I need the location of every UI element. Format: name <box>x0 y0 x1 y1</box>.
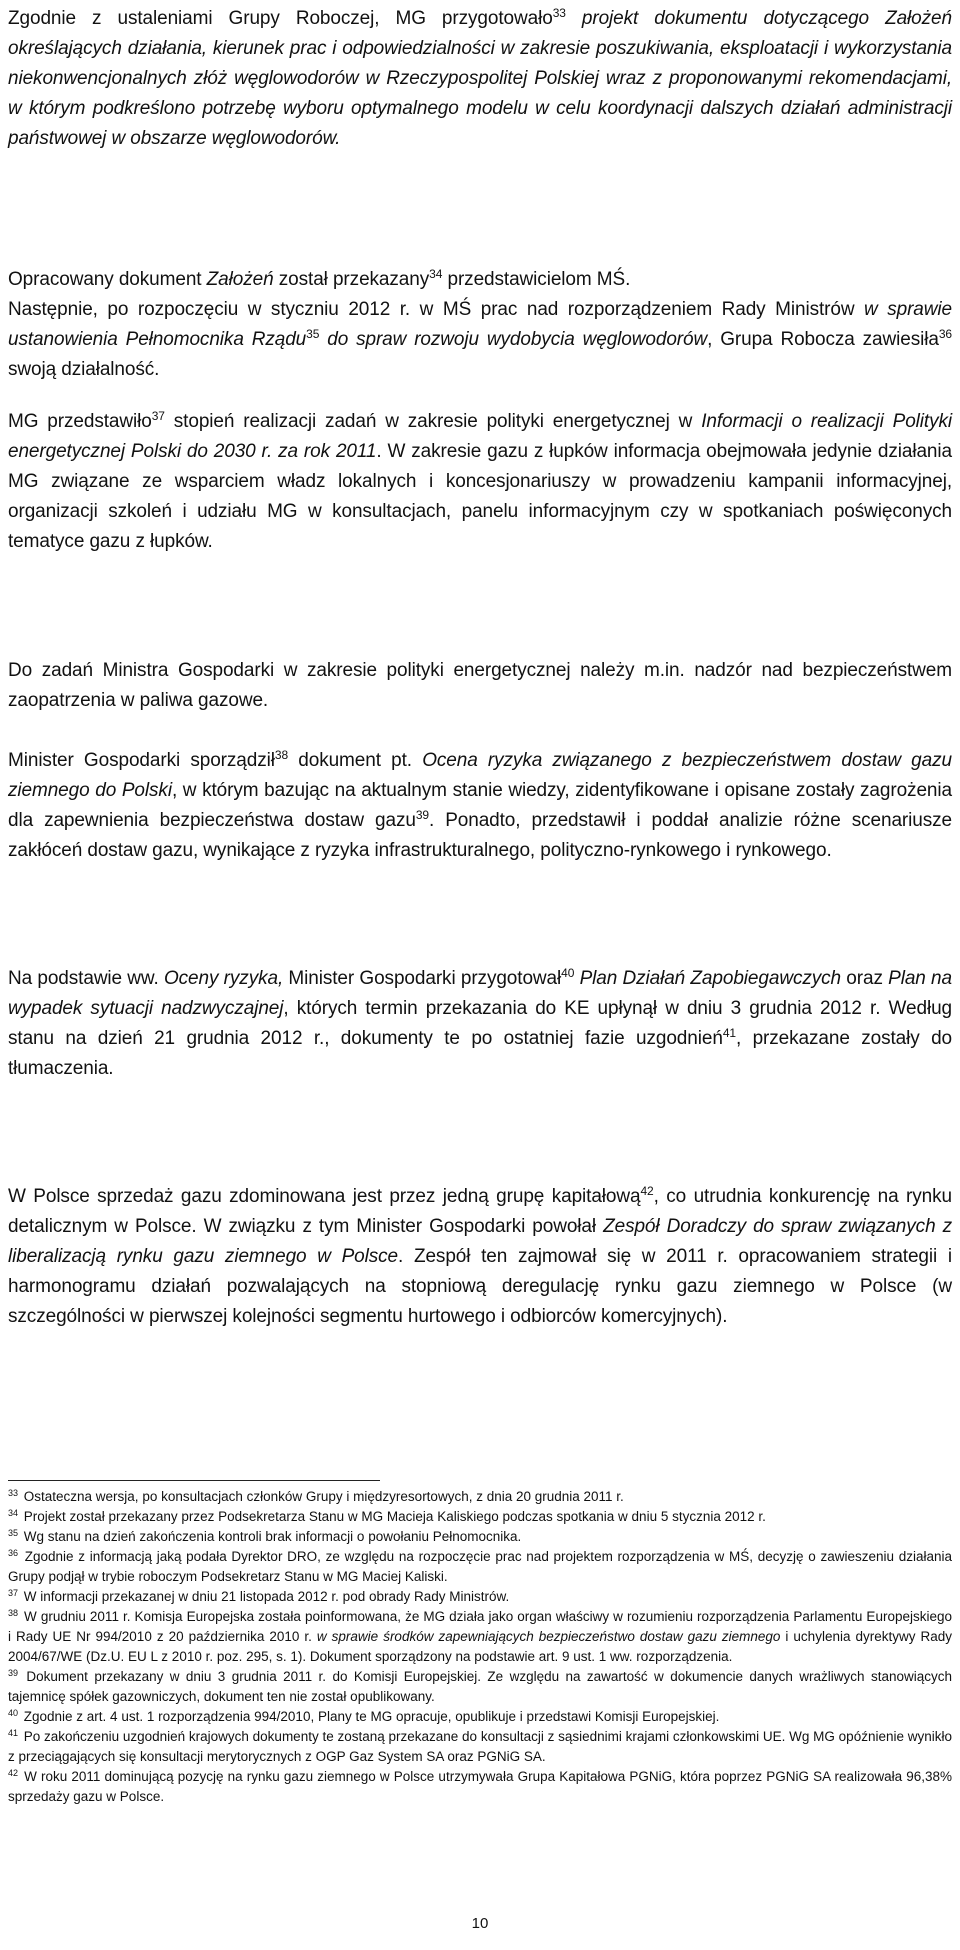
paragraph-1-text-b: projekt dokumentu dotyczącego Założeń określających działania, kierunek prac i odpowiedzialności w zakresie poszukiwania, eksploatacji i wykorzystania niekonwencjonalnych złóż węglowodorów w Rzeczypospolitej Polskiej wraz z proponowanymi rekomendacjami, w którym podkreślono potrzebę wyboru optymalnego modelu w celu koordynacji dalszych działań administracji państwowej w obszarze węglowodorów. <box>8 8 952 149</box>
footnote-ref-40: 40 <box>561 966 575 980</box>
footnote-number: 39 <box>8 1668 19 1678</box>
paragraph-8-text-b: , co utrudnia konkurencję na rynku detalicznym w Polsce. W związku z tym Minister Gospodarki powołał <box>8 1186 953 1237</box>
paragraph-7-text-c: Minister Gospodarki przygotował <box>283 968 562 989</box>
footnote-42 <box>8 1767 952 1807</box>
footnote-37 <box>8 1587 952 1607</box>
footnote-ref-33: 33 <box>552 6 566 20</box>
footnote-number: 34 <box>8 1508 19 1518</box>
footnote-text: Ostateczna wersja, po konsultacjach członków Grupy i międzyresortowych, z dnia 20 grudnia 2011 r. <box>20 1489 624 1504</box>
paragraph-4-text-b: stopień realizacji zadań w zakresie polityki energetycznej w <box>164 411 702 432</box>
footnote-ref-37: 37 <box>151 409 165 423</box>
paragraph-8 <box>8 1182 952 1332</box>
paragraph-6-text-a: Minister Gospodarki sporządził <box>8 750 275 771</box>
paragraph-5 <box>8 656 952 716</box>
paragraph-3-italic-b: w sprawie ustanowienia Pełnomocnika Rządu <box>8 299 952 350</box>
footnotes <box>8 1487 952 1807</box>
paragraph-6-italic-c: Ocena ryzyka związanego z bezpieczeństwem dostaw gazu ziemnego do Polski <box>8 750 952 801</box>
paragraph-7-text-h: , przekazane zostały do tłumaczenia. <box>8 1028 953 1079</box>
footnote-ref-34: 34 <box>429 267 443 281</box>
paragraph-1-text-a: Zgodnie z ustaleniami Grupy Roboczej, MG przygotowało <box>8 8 553 29</box>
paragraph-6-text-b: dokument pt. <box>288 750 423 771</box>
footnote-number: 38 <box>8 1608 19 1618</box>
page-number: 10 <box>471 1915 489 1932</box>
paragraph-3-text-d: , Grupa Robocza zawiesiła <box>707 329 939 350</box>
footnote-36 <box>8 1547 952 1587</box>
paragraph-6-text-e: . Ponadto, przedstawił i poddał analizie różne scenariusze zakłóceń dostaw gazu, wynikające z ryzyka infrastrukturalnego, polityczno-rynkowego i rynkowego. <box>8 810 952 861</box>
footnote-35 <box>8 1527 952 1547</box>
footnote-number: 42 <box>8 1768 19 1778</box>
paragraph-8-text-a: W Polsce sprzedaż gazu zdominowana jest przez jedną grupę kapitałową <box>8 1186 641 1207</box>
paragraph-2-text-a: Opracowany dokument <box>8 269 207 290</box>
paragraph-4-text-d: . W zakresie gazu z łupków informacja obejmowała jedynie działania MG związane ze wsparciem władz lokalnych i koncesjonariuszy w prowadzeniu kampanii informacyjnej, organizacji szkoleń i udziału MG w konsultacjach, panelu informacyjnym czy w spotkaniach poświęconych tematyce gazu z łupków. <box>8 441 952 552</box>
footnote-number: 36 <box>8 1548 19 1558</box>
footnote-41 <box>8 1727 952 1767</box>
footnote-ref-39: 39 <box>415 808 429 822</box>
paragraph-2-text-d: przedstawicielom MŚ. <box>442 269 631 290</box>
footnote-number: 35 <box>8 1528 19 1538</box>
footnote-text: Zgodnie z informacją jaką podała Dyrektor DRO, ze względu na rozpoczęcie prac nad projektem rozporządzenia w MŚ, decyzję o zawieszeniu działania Grupy podjął w trybie roboczym Podsekretarz Stanu w MG Maciej Kaliski. <box>8 1549 952 1584</box>
footnote-number: 37 <box>8 1588 19 1598</box>
footnote-ref-38: 38 <box>274 748 289 762</box>
paragraph-7 <box>8 964 952 1084</box>
footnote-38 <box>8 1607 952 1667</box>
footnote-text: W grudniu 2011 r. Komisja Europejska została poinformowana, że MG działa jako organ właściwy w rozumieniu rozporządzenia Parlamentu Europejskiego i Rady UE Nr 994/2010 z 20 października 2010 r. <box>8 1609 952 1644</box>
paragraph-7-italic-f: Plan na wypadek sytuacji nadzwyczajnej <box>8 968 952 1019</box>
paragraph-4-text-a: MG przedstawiło <box>8 411 152 432</box>
paragraph-8-italic-c: Zespół Doradczy do spraw związanych z liberalizacją rynku gazu ziemnego w Polsce <box>8 1216 953 1267</box>
footnote-italic: w sprawie środków zapewniających bezpieczeństwo dostaw gazu ziemnego <box>316 1629 781 1644</box>
footnote-number: 40 <box>8 1708 19 1718</box>
footnote-39 <box>8 1667 952 1707</box>
footnote-33 <box>8 1487 952 1507</box>
footnote-ref-35: 35 <box>306 327 320 341</box>
paragraph-2 <box>8 265 952 385</box>
paragraph-7-italic-d: Plan Działań Zapobiegawczych <box>574 968 842 989</box>
paragraph-7-italic-b: Oceny ryzyka, <box>163 968 284 989</box>
paragraph-7-text-g: , których termin przekazania do KE upłynął w dniu 3 grudnia 2012 r. Według stanu na dzień 21 grudnia 2012 r., dokumenty te po ostatniej fazie uzgodnień <box>8 998 953 1049</box>
footnote-ref-42: 42 <box>640 1184 654 1198</box>
paragraph-8-text-d: . Zespół ten zajmował się w 2011 r. opracowaniem strategii i harmonogramu działań pozwalających na stopniową deregulację rynku gazu ziemnego w Polsce (w szczególności w pierwszej kolejności segmentu hurtowego i odbiorców komercyjnych). <box>8 1246 952 1327</box>
footnote-40 <box>8 1707 952 1727</box>
footnote-text: Wg stanu na dzień zakończenia kontroli brak informacji o powołaniu Pełnomocnika. <box>20 1529 522 1544</box>
paragraph-7-text-a: Na podstawie ww. <box>8 968 164 989</box>
paragraph-5-text-a: Do zadań Ministra Gospodarki w zakresie polityki energetycznej należy m.in. nadzór nad bezpieczeństwem zaopatrzenia w paliwa gazowe. <box>8 660 952 711</box>
footnote-text: Po zakończeniu uzgodnień krajowych dokumenty te zostaną przekazane do konsultacji z sąsiednimi krajami członkowskimi UE. Wg MG opóźnienie wynikło z przeciągających się konsultacji merytorycznych z OGP Gaz System SA oraz PGNiG SA. <box>8 1729 952 1764</box>
paragraph-6 <box>8 746 952 866</box>
footnote-number: 33 <box>8 1488 19 1498</box>
footnote-number: 41 <box>8 1728 19 1738</box>
footnote-text: W informacji przekazanej w dniu 21 listopada 2012 r. pod obrady Rady Ministrów. <box>20 1589 510 1604</box>
paragraph-7-text-e: oraz <box>841 968 889 989</box>
paragraph-3-text-a: Następnie, po rozpoczęciu w styczniu 2012 r. w MŚ prac nad rozporządzeniem Rady Ministrów <box>8 299 865 320</box>
footnote-text: Dokument przekazany w dniu 3 grudnia 2011 r. do Komisji Europejskiej. Ze względu na zawartość w dokumencie danych wrażliwych stanowiących tajemnicę spółek gazowniczych, dokument ten nie został opublikowany. <box>8 1669 952 1704</box>
footnote-34 <box>8 1507 952 1527</box>
footnote-ref-36: 36 <box>938 327 953 341</box>
footnote-text: i uchylenia dyrektywy Rady 2004/67/WE (Dz.U. EU L z 2010 r. poz. 295, s. 1). Dokument sporządzony na podstawie art. 9 ust. 1 ww. rozporządzenia. <box>8 1629 952 1664</box>
paragraph-6-text-d: , w którym bazując na aktualnym stanie wiedzy, zidentyfikowane i opisane zostały zagrożenia dla zapewnienia bezpieczeństwa dostaw gazu <box>8 780 952 831</box>
paragraph-2-text-c: został przekazany <box>273 269 430 290</box>
paragraph-4-italic-c: Informacji o realizacji Polityki energetycznej Polski do 2030 r. za rok 2011 <box>8 411 953 462</box>
footnote-text: Projekt został przekazany przez Podsekretarza Stanu w MG Macieja Kaliskiego podczas spotkania w dniu 5 stycznia 2012 r. <box>20 1509 766 1524</box>
footnote-text: Zgodnie z art. 4 ust. 1 rozporządzenia 994/2010, Plany te MG opracuje, opublikuje i przedstawi Komisji Europejskiej. <box>20 1709 720 1724</box>
footnote-separator <box>8 1480 380 1481</box>
footnote-ref-41: 41 <box>722 1026 736 1040</box>
footnote-text: W roku 2011 dominującą pozycję na rynku gazu ziemnego w Polsce utrzymywała Grupa Kapitałowa PGNiG, która poprzez PGNiG SA realizowała 96,38% sprzedaży gazu w Polsce. <box>8 1769 952 1804</box>
paragraph-4 <box>8 407 952 557</box>
paragraph-1 <box>8 4 952 154</box>
paragraph-2-italic-b: Założeń <box>206 269 274 290</box>
paragraph-3-text-e: swoją działalność. <box>8 359 160 380</box>
paragraph-3-italic-c: do spraw rozwoju wydobycia węglowodorów <box>319 329 708 350</box>
